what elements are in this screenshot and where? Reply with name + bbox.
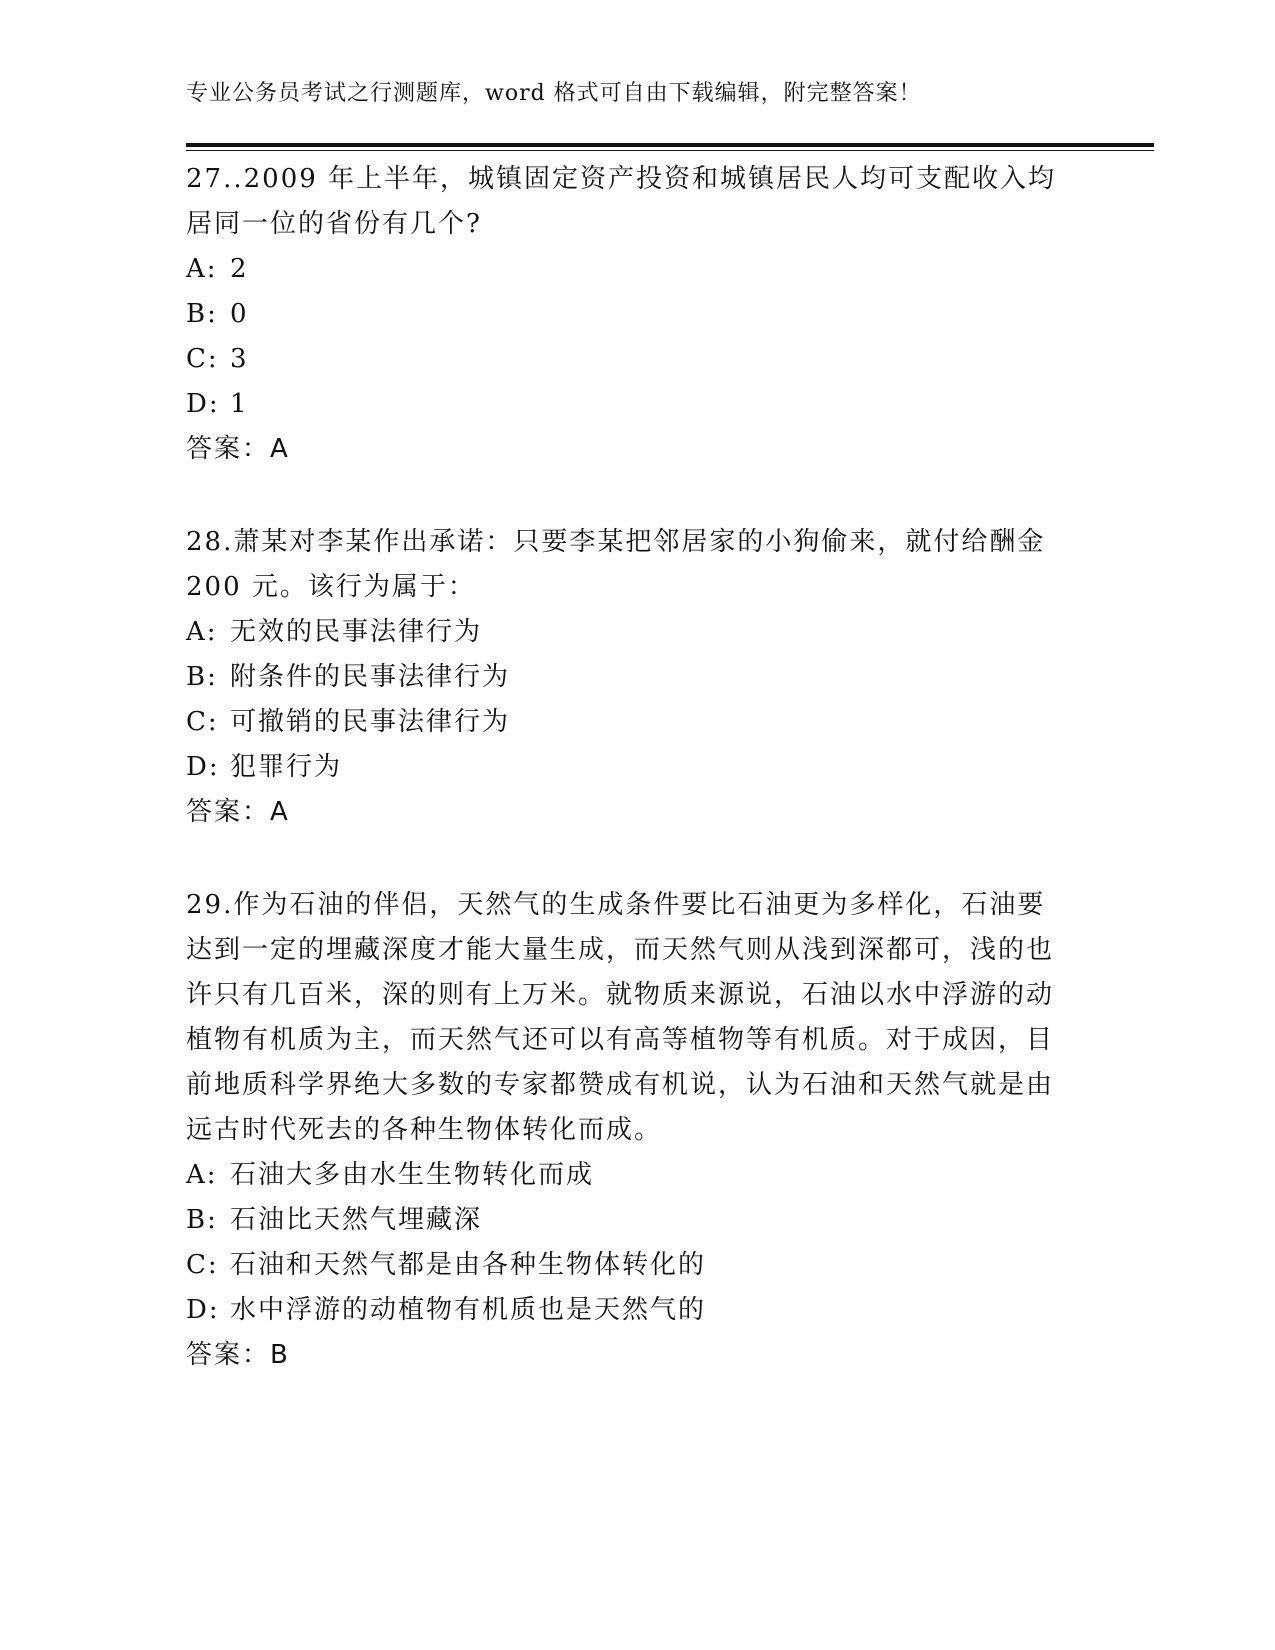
option-label: D: (186, 389, 220, 419)
option-label: C: (186, 1250, 219, 1280)
option-label: A: (186, 617, 218, 647)
option-d (186, 382, 1066, 427)
option-a (186, 610, 1066, 655)
option-label: C: (186, 344, 219, 374)
answer-line: 答案：B (186, 1340, 290, 1370)
option-text: 无效的民事法律行为 (230, 617, 483, 647)
answer-line: 答案：A (186, 797, 290, 827)
option-text: 3 (230, 344, 249, 374)
option-d (186, 1288, 1066, 1333)
option-text: 可撤销的民事法律行为 (230, 707, 511, 737)
question-stem: 29.作为石油的伴侣，天然气的生成条件要比石油更为多样化，石油要达到一定的埋藏深度才能大量生成，而天然气则从浅到深都可，浅的也许只有几百米，深的则有上万米。就物质来源说，石油以水中浮游的动植物有机质为主，而天然气还可以有高等植物等有机质。对于成因，目前地质科学界绝大多数的专家都赞成有机说，认为石油和天然气就是由远古时代死去的各种生物体转化而成。 (186, 890, 1055, 1145)
option-b (186, 655, 1066, 700)
option-label: C: (186, 707, 219, 737)
option-text: 0 (230, 299, 249, 329)
option-label: A: (186, 1160, 218, 1190)
header-divider-thin (186, 150, 1154, 151)
option-text: 石油比天然气埋藏深 (230, 1205, 483, 1235)
option-text: 附条件的民事法律行为 (230, 662, 511, 692)
option-text: 犯罪行为 (230, 752, 343, 782)
option-label: B: (186, 299, 218, 329)
option-text: 2 (230, 254, 249, 284)
option-d (186, 745, 1066, 790)
option-label: B: (186, 1205, 218, 1235)
option-b (186, 292, 1066, 337)
header-divider-thick (186, 143, 1154, 147)
option-label: A: (186, 254, 218, 284)
question-27 (186, 157, 1066, 472)
question-spacer (186, 835, 1066, 883)
option-text: 石油大多由水生生物转化而成 (230, 1160, 595, 1190)
question-list (186, 157, 1066, 1378)
option-a (186, 247, 1066, 292)
question-stem: 27..2009 年上半年，城镇固定资产投资和城镇居民人均可支配收入均居同一位的省份有几个? (186, 164, 1057, 239)
option-label: D: (186, 752, 220, 782)
option-text: 石油和天然气都是由各种生物体转化的 (230, 1250, 707, 1280)
answer-line: 答案：A (186, 434, 290, 464)
option-text: 水中浮游的动植物有机质也是天然气的 (230, 1295, 707, 1325)
question-29 (186, 883, 1066, 1378)
option-text: 1 (230, 389, 249, 419)
question-spacer (186, 472, 1066, 520)
option-c (186, 700, 1066, 745)
option-c (186, 337, 1066, 382)
option-a (186, 1153, 1066, 1198)
page-header: 专业公务员考试之行测题库，word 格式可自由下载编辑，附完整答案！ (186, 81, 922, 106)
option-label: B: (186, 662, 218, 692)
option-b (186, 1198, 1066, 1243)
question-stem: 28.萧某对李某作出承诺：只要李某把邻居家的小狗偷来，就付给酬金 200 元。该行为属于： (186, 527, 1046, 602)
option-c (186, 1243, 1066, 1288)
question-28 (186, 520, 1066, 835)
option-label: D: (186, 1295, 220, 1325)
